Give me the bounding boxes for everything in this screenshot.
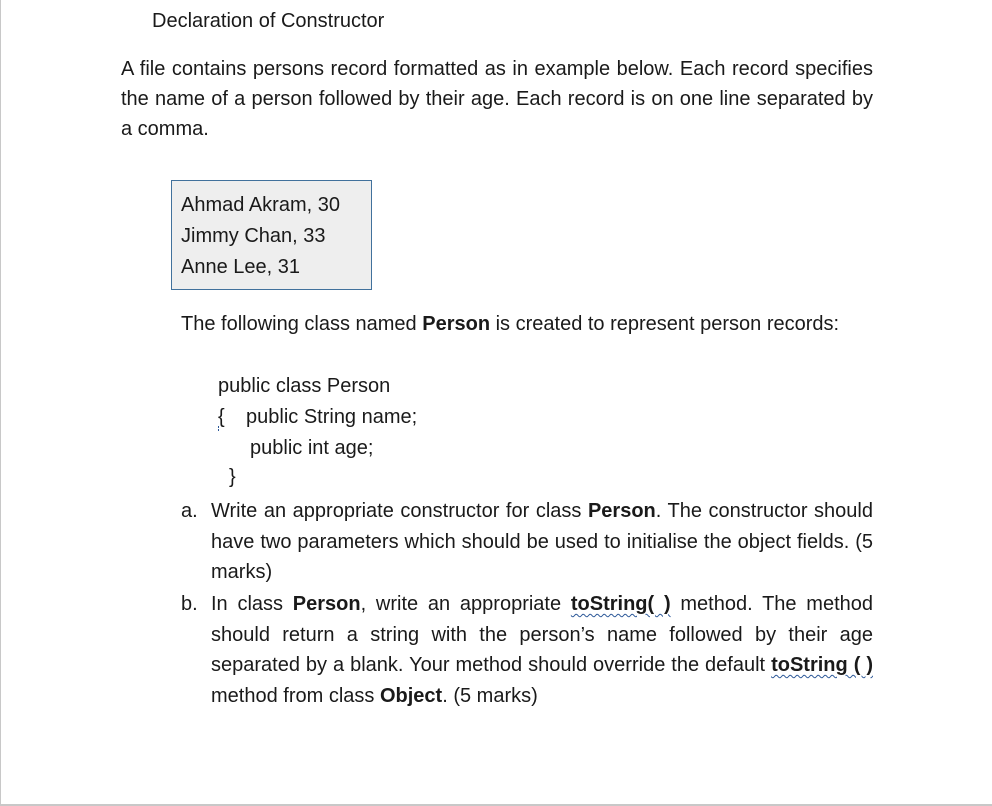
record-line: Jimmy Chan, 33 <box>181 225 326 247</box>
example-records-box <box>171 180 372 290</box>
page-border-left <box>0 0 1 806</box>
class-intro-text: The following class named <box>181 313 423 335</box>
section-heading: Declaration of Constructor <box>152 10 385 32</box>
text-run: . (5 marks) <box>442 684 538 707</box>
question-b <box>181 589 873 711</box>
code-brace-close: } <box>229 466 236 488</box>
text-run: , write an appropriate <box>360 593 571 615</box>
question-a <box>181 496 873 588</box>
bold-term: Object <box>379 684 443 707</box>
text-run: . The constructor should have two parameters which should be used to initialise the object fields. (5 marks) <box>211 500 873 583</box>
intro-paragraph: A file contains persons record formatted as in example below. Each record specifies the name of a person followed by their age. Each record is on one line separated by a comma. <box>121 58 873 140</box>
class-intro-paragraph <box>181 313 839 336</box>
text-run: Write an appropriate constructor for class <box>211 500 588 522</box>
class-name-bold: Person <box>422 313 491 335</box>
record-line: Anne Lee, 31 <box>181 256 300 278</box>
bold-term: Person <box>292 593 361 615</box>
code-line-age: public int age; <box>250 437 374 459</box>
code-line-class: public class Person <box>218 375 391 397</box>
text-run: method. The method should return a string with the person’s name followed by their age separated by a blank. Your method should override the default <box>211 593 874 676</box>
method-name-spellcheck: toString( ) <box>570 593 671 615</box>
question-text <box>211 589 873 711</box>
code-line-name: public String name; <box>246 406 418 428</box>
text-run: In class <box>211 593 293 615</box>
class-intro-text-end: is created to represent person records: <box>490 313 840 335</box>
code-brace-open: { <box>218 406 225 428</box>
question-letter: a. <box>181 500 198 522</box>
record-line: Ahmad Akram, 30 <box>181 194 340 216</box>
text-run: method from class <box>211 684 380 707</box>
question-letter: b. <box>181 593 198 615</box>
bold-term: Person <box>587 500 656 522</box>
question-text <box>211 496 873 588</box>
method-name-spellcheck: toString ( ) <box>771 654 873 676</box>
